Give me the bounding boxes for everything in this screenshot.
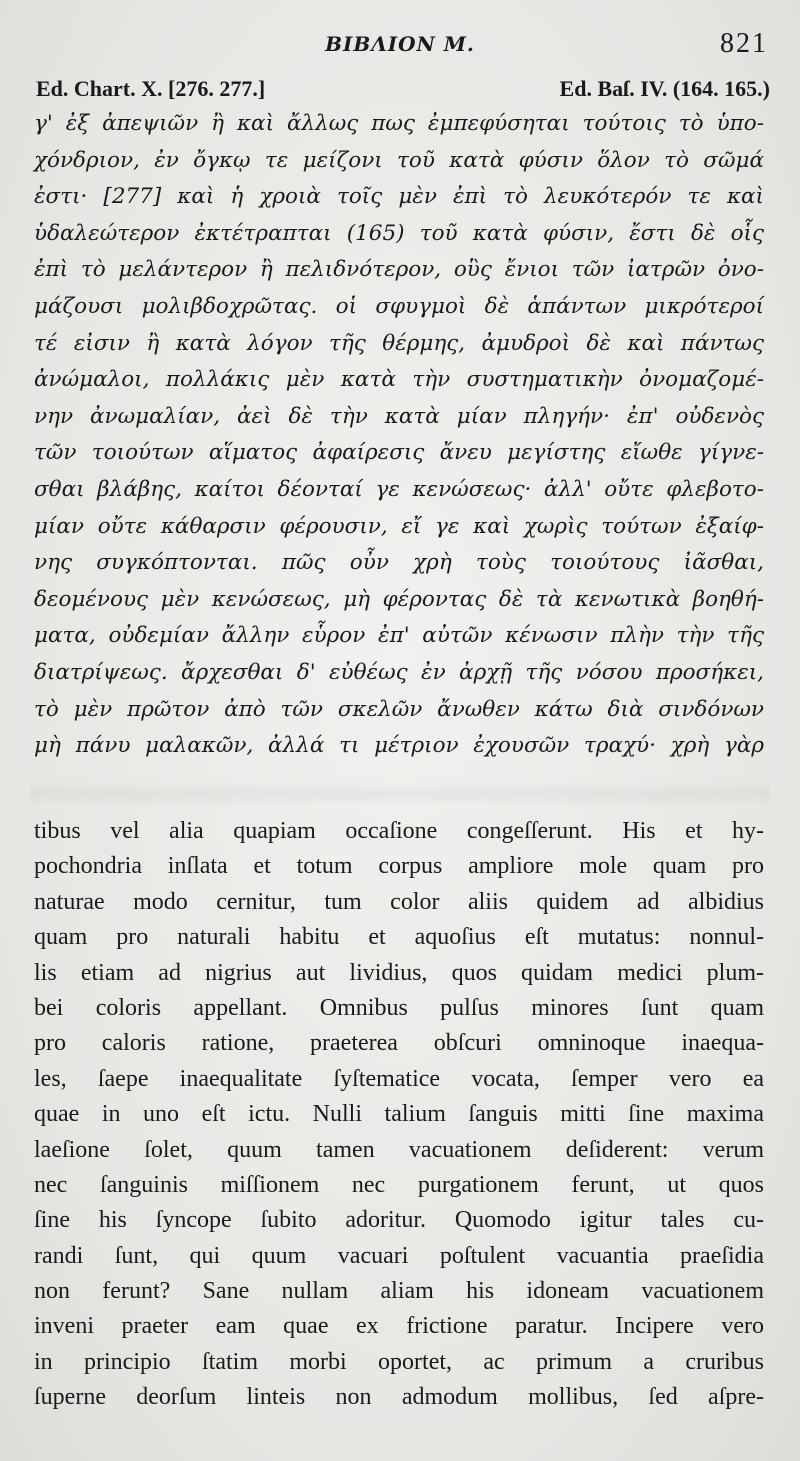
latin-line: in principio ſtatim morbi oportet, ac primum a cruribus (34, 1348, 764, 1375)
greek-line: διατρίψεως. ἄρχεσθαι δ' εὐθέως ἐν ἀρχῇ τῆς νόσου προσήκει, (34, 659, 764, 685)
latin-line: tibus vel alia quapiam occaſione congeſſerunt. His et hy- (34, 818, 764, 844)
edition-chartier: Ed. Chart. X. [276. 277.] (36, 76, 266, 101)
edition-basel: Ed. Baſ. IV. (164. 165.) (559, 76, 770, 101)
latin-line: ſuperne deorſum linteis non admodum mollibus, ſed aſpre- (34, 1384, 764, 1411)
latin-line: pro caloris ratione, praeterea obſcuri omninoque inaequa- (34, 1030, 764, 1057)
bleed-through-shadow (30, 780, 770, 808)
latin-line: naturae modo cernitur, tum color aliis quidem ad albidius (34, 888, 764, 915)
edition-line (36, 76, 770, 106)
latin-line: quam pro naturali habitu et aquoſius eſt mutatus: nonnul- (34, 924, 764, 951)
latin-line: lis etiam ad nigrius aut lividius, quos quidam medici plum- (34, 959, 764, 986)
latin-line: laeſione ſolet, quum tamen vacuationem deſiderent: verum (34, 1136, 764, 1163)
greek-line: σθαι βλάβης, καίτοι δέονταί γε κενώσεως· ἀλλ' οὔτε φλεβοτο- (34, 476, 764, 502)
latin-line: randi ſunt, qui quum vacuari poſtulent vacuantia praeſidia (34, 1242, 764, 1269)
greek-line: μίαν οὔτε κάθαρσιν φέρουσιν, εἴ γε καὶ χωρὶς τούτων ἐξαίφ- (34, 513, 764, 539)
page-number: 821 (720, 28, 768, 59)
latin-line: nec ſanguinis miſſionem nec purgationem ferunt, ut quos (34, 1171, 764, 1198)
greek-line: τῶν τοιούτων αἵματος ἀφαίρεσις ἄνευ μεγίστης εἴωθε γίγνε- (34, 440, 764, 466)
greek-line: τέ εἰσιν ἢ κατὰ λόγον τῆς θέρμης, ἀμυδροὶ δὲ καὶ πάντως (34, 330, 764, 356)
greek-line: δεομένους μὲν κενώσεως, μὴ φέροντας δὲ τὰ κενωτικὰ βοηθή- (34, 586, 764, 612)
greek-line: ὑδαλεώτερον ἐκτέτραπται (165) τοῦ κατὰ φύσιν, ἔστι δὲ οἷς (34, 220, 764, 246)
greek-line: νην ἀνωμαλίαν, ἀεὶ δὲ τὴν κατὰ μίαν πληγήν· ἐπ' οὐδενὸς (34, 403, 764, 429)
greek-line: ἐστι· [277] καὶ ἡ χροιὰ τοῖς μὲν ἐπὶ τὸ λευκότερόν τε καὶ (34, 184, 764, 210)
latin-line: les, ſaepe inaequalitate ſyſtematice vocata, ſemper vero ea (34, 1065, 764, 1092)
greek-line: μάζουσι μολιβδοχρῶτας. οἱ σφυγμοὶ δὲ ἁπάντων μικρότεροί (34, 293, 764, 319)
running-header (0, 28, 800, 64)
greek-line: ἐπὶ τὸ μελάντερον ἢ πελιδνότερον, οὓς ἔνιοι τῶν ἰατρῶν ὀνο- (34, 257, 764, 283)
latin-line: bei coloris appellant. Omnibus pulſus minores ſunt quam (34, 994, 764, 1021)
greek-line: ματα, οὐδεμίαν ἄλλην εὗρον ἐπ' αὐτῶν κένωσιν πλὴν τὴν τῆς (34, 623, 764, 649)
latin-line: ſine his ſyncope ſubito adoritur. Quomodo igitur tales cu- (34, 1207, 764, 1234)
greek-line: τὸ μὲν πρῶτον ἀπὸ τῶν σκελῶν ἄνωθεν κάτω διὰ σινδόνων (34, 696, 764, 722)
latin-line: pochondria inſlata et totum corpus ampliore mole quam pro (34, 853, 764, 880)
greek-line: νης συγκόπτονται. πῶς οὖν χρὴ τοὺς τοιούτους ἰᾶσθαι, (34, 550, 764, 576)
latin-line: inveni praeter eam quae ex frictione paratur. Incipere vero (34, 1313, 764, 1340)
greek-line: χόνδριον, ἐν ὄγκῳ τε μείζονι τοῦ κατὰ φύσιν ὅλον τὸ σῶμά (34, 147, 764, 173)
book-title: BIBΛIOΝ M. (325, 32, 475, 56)
latin-line: quae in uno eſt ictu. Nulli talium ſanguis mitti ſine maxima (34, 1101, 764, 1128)
latin-text-block (34, 814, 764, 1416)
latin-line: non ferunt? Sane nullam aliam his idoneam vacuationem (34, 1278, 764, 1305)
greek-line: γ' ἐξ ἀπεψιῶν ἢ καὶ ἄλλως πως ἐμπεφύσηται τούτοις τὸ ὑπο- (34, 111, 764, 136)
greek-line: μὴ πάνυ μαλακῶν, ἀλλά τι μέτριον ἐχουσῶν τραχύ· χρὴ γὰρ (34, 733, 764, 759)
greek-text-block (34, 106, 764, 765)
greek-line: ἀνώμαλοι, πολλάκις μὲν κατὰ τὴν συστηματικὴν ὀνομαζομέ- (34, 367, 764, 393)
